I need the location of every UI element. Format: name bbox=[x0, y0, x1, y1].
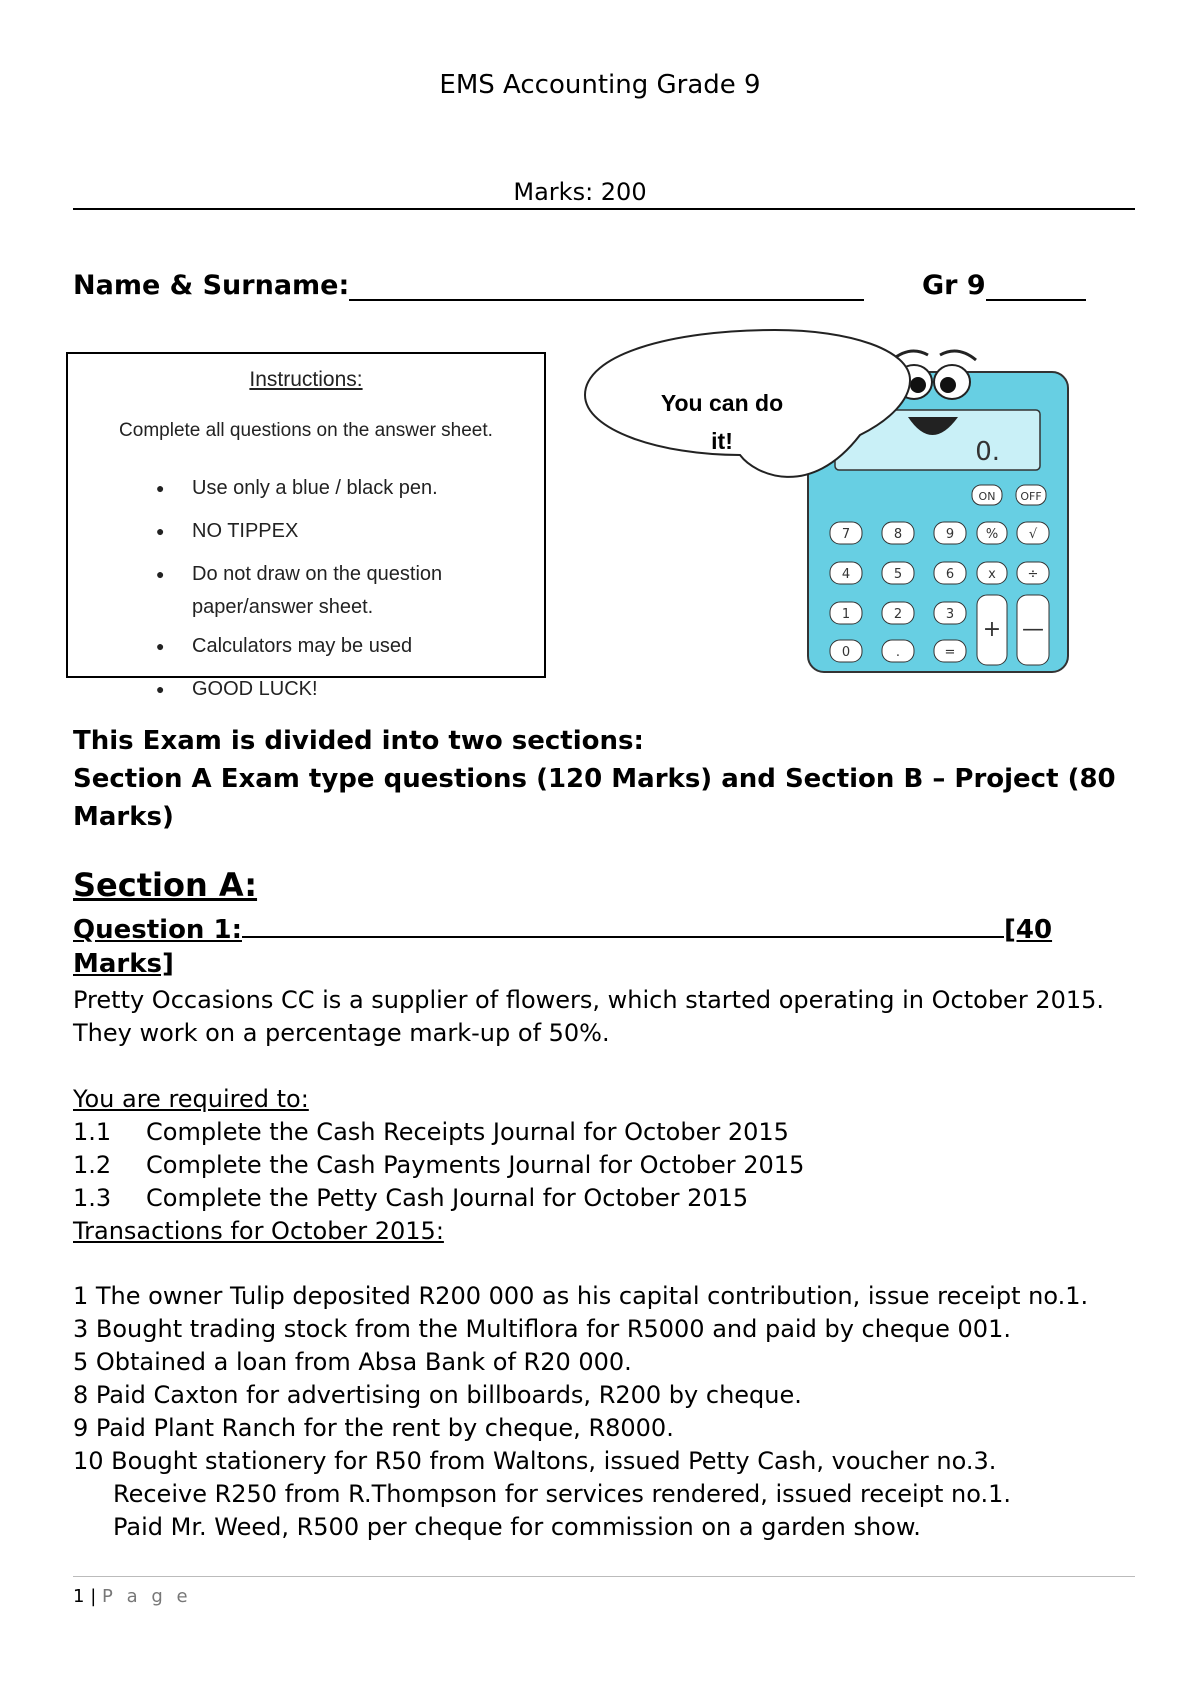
svg-text:√: √ bbox=[1028, 527, 1038, 542]
display-value: 0. bbox=[975, 437, 1000, 467]
question-underline bbox=[242, 912, 1004, 938]
transaction-item: 8 Paid Caxton for advertising on billboards, R200 by cheque. bbox=[73, 1381, 802, 1409]
instructions-subtitle: Complete all questions on the answer sheet. bbox=[119, 420, 493, 441]
transactions-list bbox=[73, 1280, 1173, 1544]
svg-text:=: = bbox=[944, 645, 956, 660]
svg-text:6: 6 bbox=[945, 567, 955, 582]
question-body bbox=[73, 984, 1163, 1248]
svg-text:8: 8 bbox=[893, 527, 903, 542]
svg-text:%: % bbox=[985, 527, 999, 542]
transaction-item: 10 Bought stationery for R50 from Waltons, issued Petty Cash, voucher no.3. bbox=[73, 1447, 997, 1475]
name-label: Name & Surname: bbox=[73, 270, 350, 301]
required-list bbox=[73, 1116, 1163, 1215]
name-field bbox=[73, 270, 864, 301]
svg-text:9: 9 bbox=[945, 527, 955, 542]
instruction-item: ● Calculators may be used bbox=[192, 630, 522, 663]
instruction-item: ● Use only a blue / black pen. bbox=[192, 472, 522, 505]
required-heading: You are required to: bbox=[73, 1085, 309, 1113]
sections-line-2: Section A Exam type questions (120 Marks) and Section B – Project (80 Marks) bbox=[73, 764, 1116, 832]
footer-separator: | bbox=[90, 1586, 97, 1607]
footer-divider bbox=[73, 1576, 1135, 1577]
instructions-box bbox=[66, 352, 546, 700]
right-eyebrow bbox=[940, 351, 976, 360]
required-item: 1.2 Complete the Cash Payments Journal for October 2015 bbox=[73, 1151, 805, 1179]
svg-text:÷: ÷ bbox=[1027, 567, 1039, 582]
instruction-item: ● Do not draw on the question paper/answer sheet. bbox=[192, 558, 522, 624]
left-pupil bbox=[910, 377, 926, 393]
transaction-item: Receive R250 from R.Thompson for services rendered, issued receipt no.1. bbox=[113, 1480, 1011, 1508]
instruction-item: ● NO TIPPEX bbox=[192, 515, 522, 548]
page-footer bbox=[73, 1586, 192, 1607]
required-item: 1.1 Complete the Cash Receipts Journal for October 2015 bbox=[73, 1118, 789, 1146]
svg-text:ON: ON bbox=[978, 490, 996, 503]
name-blank-line bbox=[349, 273, 864, 301]
page-number: 1 bbox=[73, 1586, 85, 1607]
svg-text:OFF: OFF bbox=[1020, 490, 1042, 503]
page-label: P a g e bbox=[102, 1586, 192, 1607]
sections-line-1: This Exam is divided into two sections: bbox=[73, 726, 644, 756]
grade-label: Gr 9 bbox=[922, 270, 986, 301]
grade-field bbox=[922, 270, 1086, 301]
svg-text:+: + bbox=[982, 617, 1002, 642]
speech-bubble-text: You can do it! bbox=[660, 390, 784, 454]
instructions-heading: Instructions: bbox=[249, 368, 363, 391]
svg-text:2: 2 bbox=[893, 607, 903, 622]
transaction-item: 5 Obtained a loan from Absa Bank of R20 000. bbox=[73, 1348, 632, 1376]
svg-text:.: . bbox=[895, 645, 901, 660]
section-a-heading: Section A: bbox=[73, 866, 258, 904]
document-title: EMS Accounting Grade 9 bbox=[439, 70, 761, 100]
transactions-heading: Transactions for October 2015: bbox=[73, 1217, 444, 1245]
question-marks: [40 Marks] bbox=[73, 915, 1053, 979]
svg-text:0: 0 bbox=[841, 645, 851, 660]
question-intro: Pretty Occasions CC is a supplier of flowers, which started operating in October 2015. They work on a percentage mark-up of 50%. bbox=[73, 986, 1105, 1047]
exam-sections-intro bbox=[73, 722, 1153, 836]
total-marks: Marks: 200 bbox=[513, 178, 647, 206]
transaction-item: 3 Bought trading stock from the Multiflora for R5000 and paid by cheque 001. bbox=[73, 1315, 1011, 1343]
grade-blank-line bbox=[986, 273, 1086, 301]
svg-text:x: x bbox=[988, 567, 996, 582]
svg-text:4: 4 bbox=[841, 567, 851, 582]
transaction-item: 9 Paid Plant Ranch for the rent by cheque, R8000. bbox=[73, 1414, 674, 1442]
right-pupil bbox=[940, 377, 956, 393]
question-1-heading bbox=[73, 912, 1135, 981]
calculator-cartoon bbox=[580, 325, 1080, 685]
svg-text:7: 7 bbox=[841, 527, 851, 542]
svg-text:1: 1 bbox=[841, 607, 851, 622]
instruction-item: ● GOOD LUCK! bbox=[192, 673, 522, 706]
svg-text:—: — bbox=[1022, 617, 1044, 642]
svg-text:5: 5 bbox=[893, 567, 903, 582]
instructions-list bbox=[192, 472, 522, 716]
svg-text:3: 3 bbox=[945, 607, 955, 622]
transaction-item: Paid Mr. Weed, R500 per cheque for commission on a garden show. bbox=[113, 1513, 921, 1541]
transaction-item: 1 The owner Tulip deposited R200 000 as his capital contribution, issue receipt no.1. bbox=[73, 1282, 1089, 1310]
required-item: 1.3 Complete the Petty Cash Journal for October 2015 bbox=[73, 1184, 749, 1212]
question-label: Question 1: bbox=[73, 915, 242, 945]
